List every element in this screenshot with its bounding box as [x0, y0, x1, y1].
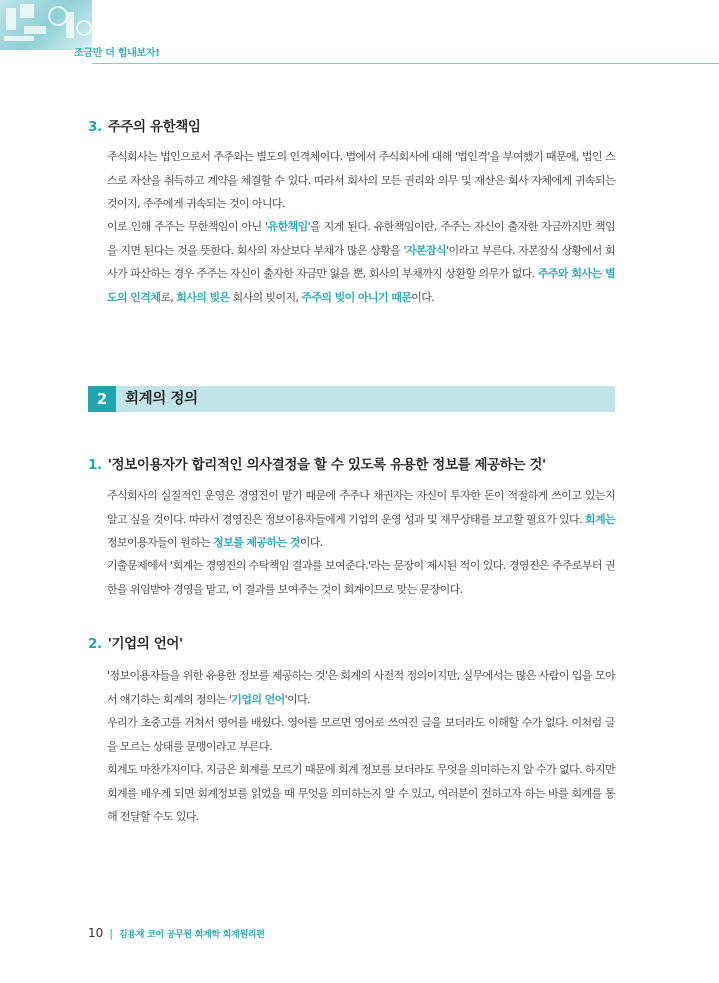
heading-number: 1. [88, 457, 102, 473]
paragraph-limited-liability: 이로 인해 주주는 무한책임이 아닌 '유한책임'을 지게 된다. 유한책임이란, 주주는 자신이 출자한 자금까지만 책임을 지면 된다는 것을 뜻한다. 회사의 자산보다 부채가 많은 상황을 '자본잠식'이라고 부른다. 자본잠식 상황에서 회사가 파산하는 경우 주주는 자신이 출자한 자금만 잃을 뿐, 회사의 부채까지 상환할 의무가 없다. 주주와 회사는 별도의 인격체로, 회사의 빚은 회사의 빚이지, 주주의 빚이 아니기 때문이다. [107, 220, 615, 304]
highlight-providing-information: 정보를 제공하는 것 [213, 536, 300, 550]
footer-separator: | [109, 927, 113, 940]
section-number: 2 [88, 386, 116, 412]
highlight-business-language: 기업의 언어 [231, 692, 285, 706]
heading-number: 2. [88, 636, 102, 652]
paragraph-accounting-literacy: 회계도 마찬가지이다. 지금은 회계를 모르기 때문에 회계 정보를 보더라도 무엇을 의미하는지 알 수가 없다. 하지만 회계를 배우게 되면 회계정보를 읽었을 때 무엇을 의미하는지 알 수 있고, 여러분이 전하고자 하는 바를 회계를 통해 전달할 수도 있다. [107, 763, 615, 824]
page-number: 10 [88, 926, 104, 940]
heading-business-language [88, 632, 183, 652]
paragraph-english-analogy: 우리가 초중고를 거쳐서 영어를 배웠다. 영어를 모르면 영어로 쓰여진 글을 보더라도 이해할 수가 없다. 이처럼 글을 모르는 상태를 문맹이라고 부른다. [107, 716, 615, 753]
heading-text: '기업의 언어' [107, 636, 183, 652]
highlight-limited-liability: 유한책임 [267, 220, 308, 233]
paragraph-exam-question: 기출문제에서 '회계는 경영진의 수탁책임 결과를 보여준다.'라는 문장이 제시된 적이 있다. 경영진은 주주로부터 권한을 위임받아 경영을 맡고, 이 결과를 보여주는 것이 회계이므로 맞는 문장이다. [107, 559, 615, 596]
heading-text: '정보이용자가 합리적인 의사결정을 할 수 있도록 유용한 정보를 제공하는 것' [107, 457, 546, 473]
highlight-separate-entity: 주주와 회사는 별도의 인격체 [107, 267, 615, 304]
highlight-not-shareholder-debt: 주주의 빚이 아니기 때문 [301, 290, 412, 304]
highlight-accounting-is: 회계는 [584, 512, 615, 526]
highlight-capital-impairment: 자본잠식 [405, 243, 447, 257]
header-divider [92, 63, 719, 64]
page-footer [88, 926, 265, 940]
heading-useful-information [88, 453, 546, 473]
paragraph-legal-entity: 주식회사는 법인으로서 주주와는 별도의 인격체이다. 법에서 주식회사에 대해 '법인격'을 부여했기 때문에, 법인 스스로 자산을 취득하고 계약을 체결할 수 있다. 따라서 회사의 모든 권리와 의무 및 재산은 회사 자체에게 귀속되는 것이지, 주주에게 귀속되는 것이 아니다. [107, 150, 615, 211]
heading-number: 3. [88, 119, 102, 135]
book-logo [0, 0, 92, 50]
paragraph-management-reporting: 주식회사의 실질적인 운영은 경영진이 맡기 때문에 주주나 채권자는 자신이 투자한 돈이 적절하게 쓰이고 있는지 알고 싶을 것이다. 따라서 경영진은 정보이용자들에게 기업의 운영 성과 및 재무상태를 보고할 필요가 있다. 회계는 정보이용자들이 원하는 정보를 제공하는 것이다. [107, 489, 615, 550]
heading-shareholder-liability [88, 115, 201, 135]
paragraph-practical-definition: '정보이용자들을 위한 유용한 정보를 제공하는 것'은 회계의 사전적 정의이지만, 실무에서는 많은 사람이 입을 모아서 얘기하는 회계의 정의는 '기업의 언어'이다. [107, 669, 615, 706]
section-header-accounting-definition [88, 386, 615, 412]
heading-text: 주주의 유한책임 [107, 119, 201, 135]
section-title: 회계의 정의 [125, 391, 198, 407]
book-title: 김용재 코어 공무원 회계학 회계원리편 [119, 930, 265, 940]
highlight-company-debt: 회사의 빚은 [176, 290, 230, 304]
header-subtitle: 조금만 더 힘내보자! [74, 48, 160, 59]
